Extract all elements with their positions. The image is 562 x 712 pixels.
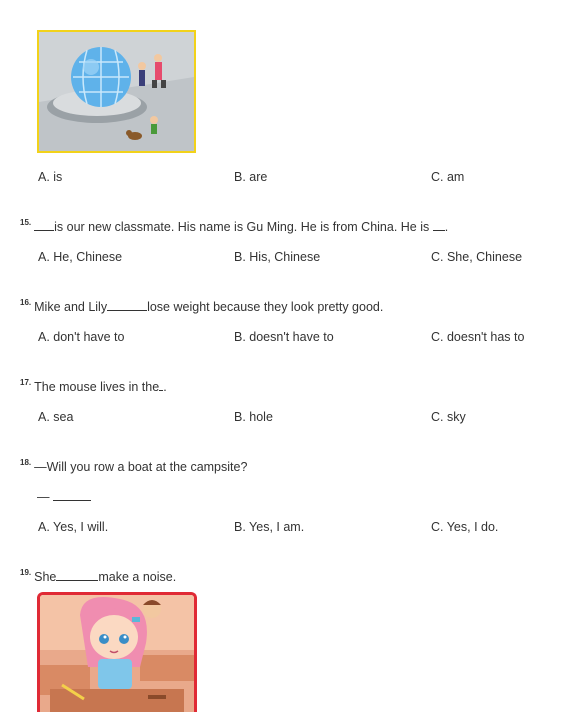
q19-text-a: She <box>34 570 57 584</box>
classroom-girl-illustration <box>37 592 197 712</box>
q15-number: 15. <box>20 218 32 227</box>
q19-blank <box>56 570 98 581</box>
q17-text-a: The mouse lives in the <box>34 380 160 394</box>
q18-answer-line <box>37 490 91 504</box>
q14-option-b[interactable]: B. are <box>234 170 268 184</box>
q18-blank <box>53 490 91 501</box>
q16-blank <box>107 300 147 311</box>
q15-option-b[interactable]: B. His, Chinese <box>234 250 321 264</box>
q17-option-a[interactable]: A. sea <box>38 410 74 424</box>
q16-number: 16. <box>20 298 32 307</box>
q18-answer-dash: — <box>37 490 50 504</box>
q15-option-a[interactable]: A. He, Chinese <box>38 250 123 264</box>
q16-text-a: Mike and Lily <box>34 300 108 314</box>
q18-option-a[interactable]: A. Yes, I will. <box>38 520 109 534</box>
globe-plaza-illustration <box>37 30 196 153</box>
q15-blank-1 <box>34 220 54 231</box>
q18-option-c[interactable]: C. Yes, I do. <box>431 520 499 534</box>
q14-option-a[interactable]: A. is <box>38 170 63 184</box>
q16-option-a[interactable]: A. don't have to <box>38 330 125 344</box>
q18-number: 18. <box>20 458 32 467</box>
q14-option-c[interactable]: C. am <box>431 170 465 184</box>
q17-option-b[interactable]: B. hole <box>234 410 273 424</box>
q19-number: 19. <box>20 568 32 577</box>
q16-option-b[interactable]: B. doesn't have to <box>234 330 334 344</box>
q18-question <box>20 460 247 474</box>
q15-text-a: is our new classmate. His name is Gu Ming. He is from China. He is <box>54 220 430 234</box>
q17-option-c[interactable]: C. sky <box>431 410 466 424</box>
q15-blank-2 <box>433 220 445 231</box>
q17-text-b: . <box>163 380 167 394</box>
q19-text-b: make a noise. <box>98 570 177 584</box>
q18-text-a: —Will you row a boat at the campsite? <box>34 460 248 474</box>
q19-question <box>20 570 176 584</box>
q15-text-b: . <box>444 220 449 234</box>
q16-option-c[interactable]: C. doesn't has to <box>431 330 525 344</box>
q16-text-b: lose weight because they look pretty good. <box>147 300 384 314</box>
q17-number: 17. <box>20 378 32 387</box>
q16-question <box>20 300 383 314</box>
q15-question <box>20 220 448 234</box>
q17-question <box>20 380 167 394</box>
q15-option-c[interactable]: C. She, Chinese <box>431 250 523 264</box>
q18-option-b[interactable]: B. Yes, I am. <box>234 520 305 534</box>
